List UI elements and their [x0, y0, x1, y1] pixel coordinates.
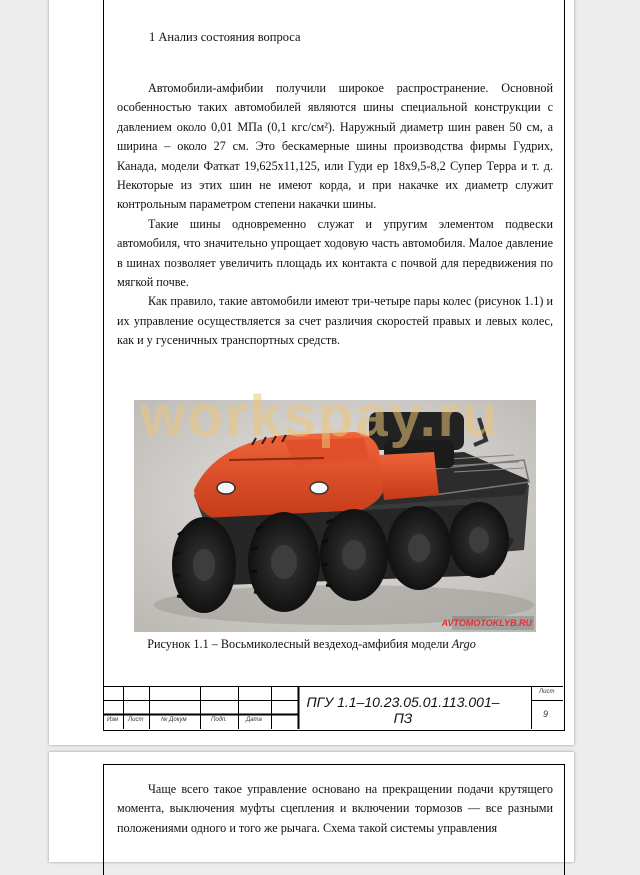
col-podp: Подп. [211, 717, 227, 723]
document-number: ПГУ 1.1–10.23.05.01.113.001–ПЗ [306, 694, 500, 726]
paragraph-2: Такие шины одновременно служат и упругим элементом подвески автомобиля, что значительно упрощает ходовую часть автомобиля. Малое давление в шинах позволяет увеличить площадь их контакта с почвой для передвижения по мягкой почве. [117, 216, 553, 290]
document-page-1 [49, 0, 574, 745]
caption-model: Argo [451, 637, 476, 651]
paragraph-1: Автомобили-амфибии получили широкое распространение. Основной особенностью таких автомобилей являются шины специальной конструкции с давлением около 0,01 МПа (0,1 кгс/см²). Наружный диаметр шин равен 50 см, а ширина – около 27 см. Это бескамерные шины производства фирмы Гудрих, Канада, модели Фаткат 19,625x11,125, или Гуди ер 18x9,5-8,2 Супер Терра и т. д. Некоторые из этих шин не имеют корда, и при накачке их диаметр служит контрольным параметром степени накачки шины. [117, 81, 553, 212]
amphibious-vehicle-image [134, 400, 536, 632]
caption-text: Рисунок 1.1 – Восьмиколесный вездеход-амфибия модели [147, 637, 452, 651]
sheet-label: Лист [539, 689, 555, 695]
site-watermark: workspay.ru [140, 384, 500, 449]
col-izm: Изм [107, 717, 119, 723]
figure-argo-vehicle [134, 400, 536, 632]
sheet-number: 9 [543, 709, 549, 719]
paragraph-3: Как правило, такие автомобили имеют три-четыре пары колес (рисунок 1.1) и их управление осуществляется за счет различия скоростей правых и левых колес, как и у гусеничных транспортных средств. [117, 294, 553, 348]
col-docno: № Докум [161, 717, 187, 723]
col-data: Дата [246, 717, 262, 723]
title-block-stamp [103, 686, 563, 729]
col-list: Лист [128, 717, 144, 723]
body-text [117, 79, 553, 351]
section-heading: 1 Анализ состояния вопроса [149, 30, 301, 44]
paragraph-1: Чаще всего такое управление основано на прекращении подачи крутящего момента, выключения муфты сцепления и включении тормозов — все разными положениями одного и того же рычага. Схема такой системы управления [117, 782, 553, 835]
body-text [117, 780, 553, 838]
document-page-2 [49, 752, 574, 862]
image-watermark: AVTOMOTOKLYB.RU [441, 618, 532, 628]
figure-caption [49, 637, 574, 652]
